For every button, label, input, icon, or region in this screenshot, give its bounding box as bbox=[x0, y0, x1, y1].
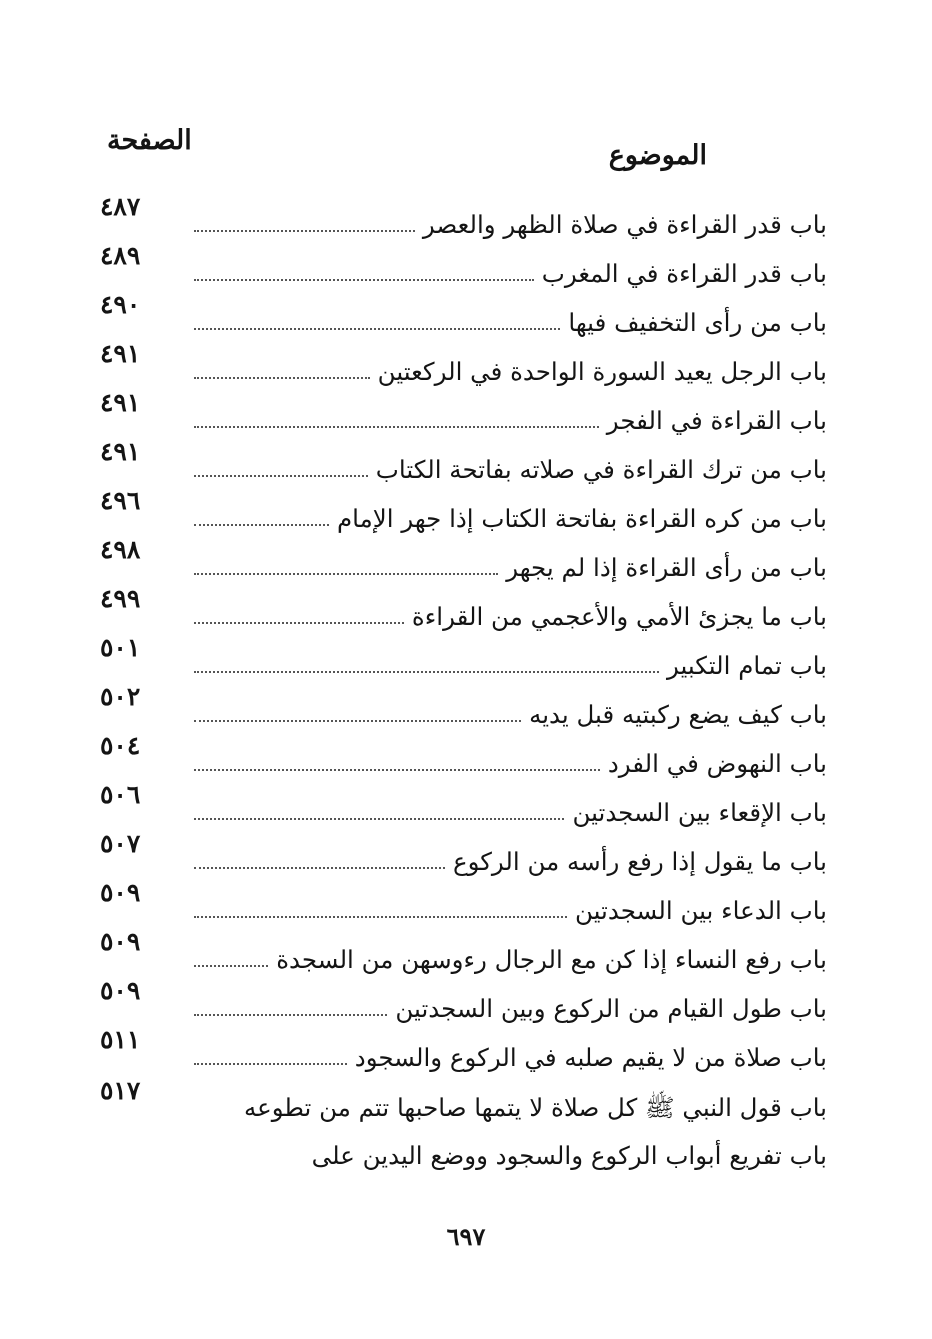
dot-leader bbox=[194, 818, 564, 820]
dot-leader bbox=[194, 230, 415, 232]
toc-entry bbox=[100, 241, 827, 290]
toc-entry-title: باب النهوض في الفرد bbox=[607, 749, 827, 778]
toc-entry bbox=[100, 633, 827, 682]
toc-entry-page: ٥٠١ bbox=[100, 633, 141, 662]
toc-entry-page: ٤٩٩ bbox=[100, 584, 141, 613]
dot-leader bbox=[194, 720, 521, 722]
toc-entry-page: ٥٠٩ bbox=[100, 878, 141, 907]
dot-leader bbox=[194, 622, 404, 624]
topic-column-header: الموضوع bbox=[608, 140, 707, 171]
toc-entry-page: ٤٩٠ bbox=[100, 290, 141, 319]
toc-entry-page: ٥٠٩ bbox=[100, 976, 141, 1005]
toc-entry-title: باب تمام التكبير bbox=[666, 651, 827, 680]
page-number: ٦٩٧ bbox=[446, 1222, 486, 1251]
table-of-contents bbox=[100, 192, 827, 1180]
dot-leader bbox=[194, 769, 600, 771]
toc-entry-title-line: باب تفريع أبواب الركوع والسجود ووضع اليدين على bbox=[311, 1141, 827, 1170]
dot-leader bbox=[194, 1014, 387, 1016]
toc-entry-title: باب من ترك القراءة في صلاته بفاتحة الكتاب bbox=[375, 455, 827, 484]
toc-entry-title: باب من رأى القراءة إذا لم يجهر bbox=[506, 553, 827, 582]
toc-entry bbox=[100, 290, 827, 339]
toc-entry bbox=[100, 682, 827, 731]
toc-entry-page: ٤٩١ bbox=[100, 437, 141, 466]
dot-leader bbox=[194, 524, 329, 526]
toc-entry bbox=[100, 878, 827, 927]
toc-entry-page: ٤٩١ bbox=[100, 388, 141, 417]
toc-entry-page: ٥٠٧ bbox=[100, 829, 141, 858]
toc-entry-page: ٤٩٨ bbox=[100, 535, 141, 564]
toc-entry bbox=[100, 829, 827, 878]
toc-entry bbox=[100, 1025, 827, 1074]
dot-leader bbox=[194, 671, 659, 673]
dot-leader bbox=[194, 328, 560, 330]
toc-entry-title: باب الدعاء بين السجدتين bbox=[575, 896, 827, 925]
toc-entry-title: باب الإقعاء بين السجدتين bbox=[572, 798, 827, 827]
toc-entry-title: باب القراءة في الفجر bbox=[606, 406, 827, 435]
toc-entry-title: باب قدر القراءة في صلاة الظهر والعصر bbox=[422, 210, 827, 239]
toc-entry bbox=[100, 339, 827, 388]
toc-entry-page: ٤٩١ bbox=[100, 339, 141, 368]
toc-entry-page: ٥١١ bbox=[100, 1025, 141, 1054]
toc-entry-page: ٤٨٩ bbox=[100, 241, 141, 270]
toc-entry-title: باب الرجل يعيد السورة الواحدة في الركعتين bbox=[377, 357, 827, 386]
toc-entry bbox=[100, 486, 827, 535]
dot-leader bbox=[194, 426, 599, 428]
toc-entry-title-line: باب قول النبي ﷺ كل صلاة لا يتمها صاحبها تتم من تطوعه bbox=[243, 1093, 827, 1122]
dot-leader bbox=[194, 1063, 347, 1065]
toc-entry-title: باب من رأى التخفيف فيها bbox=[568, 308, 827, 337]
dot-leader bbox=[194, 916, 567, 918]
toc-entry bbox=[100, 927, 827, 976]
dot-leader bbox=[194, 377, 370, 379]
toc-entry bbox=[100, 731, 827, 780]
toc-entry-title: باب رفع النساء إذا كن مع الرجال رءوسهن من السجدة bbox=[276, 945, 827, 974]
toc-entry-page: ٥٠٩ bbox=[100, 927, 141, 956]
toc-entry bbox=[100, 437, 827, 486]
toc-entry-title: باب صلاة من لا يقيم صلبه في الركوع والسجود bbox=[354, 1043, 827, 1072]
toc-entry-multiline bbox=[100, 1076, 827, 1180]
toc-entry-title: باب كيف يضع ركبتيه قبل يديه bbox=[529, 700, 827, 729]
toc-entry-title: باب طول القيام من الركوع وبين السجدتين bbox=[395, 994, 827, 1023]
dot-leader bbox=[194, 965, 268, 967]
toc-entry-page: ٥٠٢ bbox=[100, 682, 141, 711]
toc-entry-title: باب قدر القراءة في المغرب bbox=[541, 259, 827, 288]
toc-entry bbox=[100, 976, 827, 1025]
toc-entry bbox=[100, 388, 827, 437]
toc-entry-title: باب من كره القراءة بفاتحة الكتاب إذا جهر الإمام bbox=[337, 504, 827, 533]
dot-leader bbox=[194, 475, 368, 477]
dot-leader bbox=[194, 867, 445, 869]
toc-entry-page: ٥٠٤ bbox=[100, 731, 141, 760]
toc-entry-page: ٥١٧ bbox=[100, 1076, 141, 1105]
dot-leader bbox=[194, 573, 498, 575]
toc-entry bbox=[100, 780, 827, 829]
toc-entry-page: ٤٨٧ bbox=[100, 192, 141, 221]
page-column-header: الصفحة bbox=[107, 125, 192, 156]
dot-leader bbox=[194, 279, 534, 281]
toc-entry-title bbox=[204, 1084, 827, 1180]
toc-entry bbox=[100, 584, 827, 633]
toc-entry bbox=[100, 192, 827, 241]
toc-entry-title: باب ما يجزئ الأمي والأعجمي من القراءة bbox=[411, 602, 827, 631]
toc-entry-title: باب ما يقول إذا رفع رأسه من الركوع bbox=[452, 847, 827, 876]
toc-entry-page: ٥٠٦ bbox=[100, 780, 141, 809]
toc-entry-page: ٤٩٦ bbox=[100, 486, 141, 515]
toc-entry bbox=[100, 535, 827, 584]
